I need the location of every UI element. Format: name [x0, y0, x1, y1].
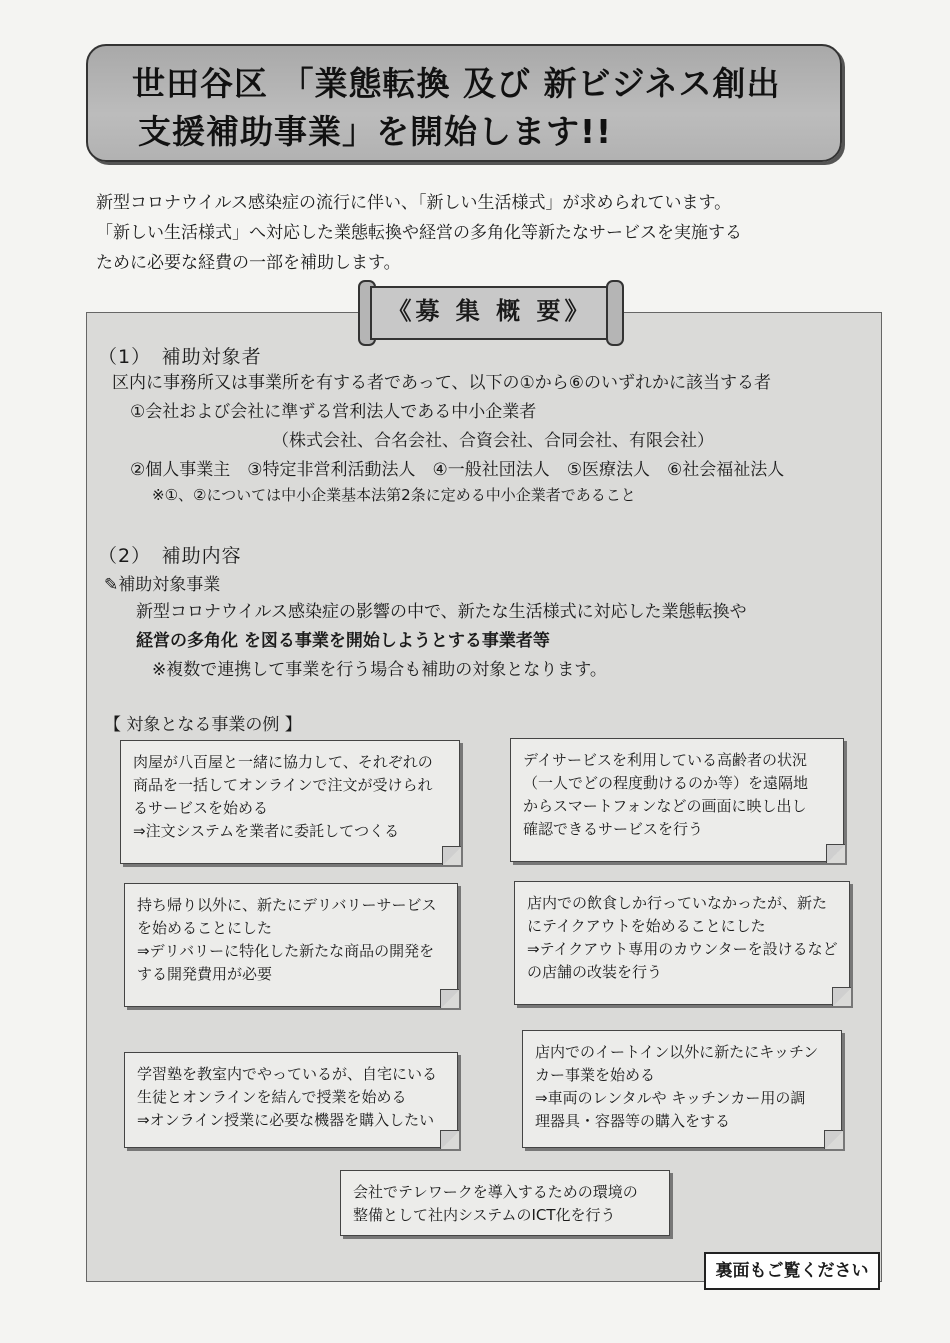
section2-heading: （2） 補助内容 — [98, 545, 242, 567]
card-line: 会社でテレワークを導入するための環境の — [353, 1183, 638, 1201]
example-card-1 — [120, 740, 460, 864]
scroll-label-text: 《募 集 概 要》 — [387, 297, 593, 325]
card-line: を始めることにした — [137, 919, 273, 937]
example-card-7 — [340, 1170, 670, 1236]
back-side-note: 裏面もご覧ください — [704, 1252, 880, 1290]
card-line: カー事業を始める — [535, 1066, 656, 1084]
section1-note: ※①、②については中小企業基本法第2条に定める中小企業者であること — [152, 486, 636, 504]
section1-items-2-6: ②個人事業主 ③特定非営利活動法人 ④一般社団法人 ⑤医療法人 ⑥社会福祉法人 — [130, 460, 785, 480]
section1-lead: 区内に事務所又は事業所を有する者であって、以下の①から⑥のいずれかに該当する者 — [112, 373, 771, 393]
example-card-6 — [522, 1030, 842, 1148]
card-line: ⇒車両のレンタルや キッチンカー用の調 — [535, 1089, 806, 1107]
card-line: 持ち帰り以外に、新たにデリバリーサービス — [137, 896, 437, 914]
card-line: の店舗の改装を行う — [527, 963, 663, 981]
card-line: にテイクアウトを始めることにした — [527, 917, 766, 935]
intro-paragraph — [96, 188, 856, 278]
section2-subheading: ✎補助対象事業 — [104, 575, 221, 595]
card-line: ⇒オンライン授業に必要な機器を購入したい — [137, 1111, 435, 1129]
section2-desc-2: 経営の多角化 を図る事業を開始しようとする事業者等 — [136, 631, 550, 651]
card-line: 整備として社内システムのICT化を行う — [353, 1206, 616, 1224]
intro-line: 新型コロナウイルス感染症の流行に伴い、「新しい生活様式」が求められています。 — [96, 193, 732, 213]
card-line: （一人でどの程度動けるのか等）を遠隔地 — [523, 774, 809, 792]
overview-scroll-label — [358, 276, 624, 346]
card-line: からスマートフォンなどの画面に映し出し — [523, 797, 807, 815]
example-card-4 — [514, 881, 850, 1005]
section1-heading: （1） 補助対象者 — [98, 346, 262, 368]
title-line-2: 支援補助事業」を開始します!! — [138, 112, 613, 151]
card-line: ⇒デリバリーに特化した新たな商品の開発を — [137, 942, 435, 960]
card-line: 商品を一括してオンラインで注文が受けられ — [133, 776, 433, 794]
card-line: 理器具・容器等の購入をする — [535, 1112, 731, 1130]
card-line: 学習塾を教室内でやっているが、自宅にいる — [137, 1065, 438, 1083]
card-line: デイサービスを利用している高齢者の状況 — [523, 751, 807, 769]
section1-item1-note: （株式会社、合名会社、合資会社、合同会社、有限会社） — [272, 431, 714, 451]
card-line: 店内でのイートイン以外に新たにキッチン — [535, 1043, 819, 1061]
title-line-1: 世田谷区 「業態転換 及び 新ビジネス創出 — [132, 64, 781, 103]
example-card-5 — [124, 1052, 458, 1148]
section2-note: ※複数で連携して事業を行う場合も補助の対象となります。 — [152, 660, 607, 680]
card-line: るサービスを始める — [133, 799, 269, 817]
card-line: 生徒とオンラインを結んで授業を始める — [137, 1088, 407, 1106]
example-card-2 — [510, 738, 844, 862]
examples-heading: 【 対象となる事業の例 】 — [104, 715, 302, 735]
example-card-3 — [124, 883, 458, 1007]
card-line: ⇒注文システムを業者に委託してつくる — [133, 822, 400, 840]
intro-line: 「新しい生活様式」へ対応した業態転換や経営の多角化等新たなサービスを実施する — [96, 223, 742, 243]
section1-item1: ①会社および会社に準ずる営利法人である中小企業者 — [130, 402, 537, 422]
section2-desc-1: 新型コロナウイルス感染症の影響の中で、新たな生活様式に対応した業態転換や — [136, 602, 747, 622]
title-banner — [86, 44, 842, 162]
card-line: 確認できるサービスを行う — [523, 820, 704, 838]
intro-line: ために必要な経費の一部を補助します。 — [96, 253, 401, 273]
card-line: 肉屋が八百屋と一緒に協力して、それぞれの — [133, 753, 433, 771]
card-line: 店内での飲食しか行っていなかったが、新た — [527, 894, 828, 912]
card-line: する開発費用が必要 — [137, 965, 273, 983]
card-line: ⇒テイクアウト専用のカウンターを設けるなど — [527, 940, 838, 958]
